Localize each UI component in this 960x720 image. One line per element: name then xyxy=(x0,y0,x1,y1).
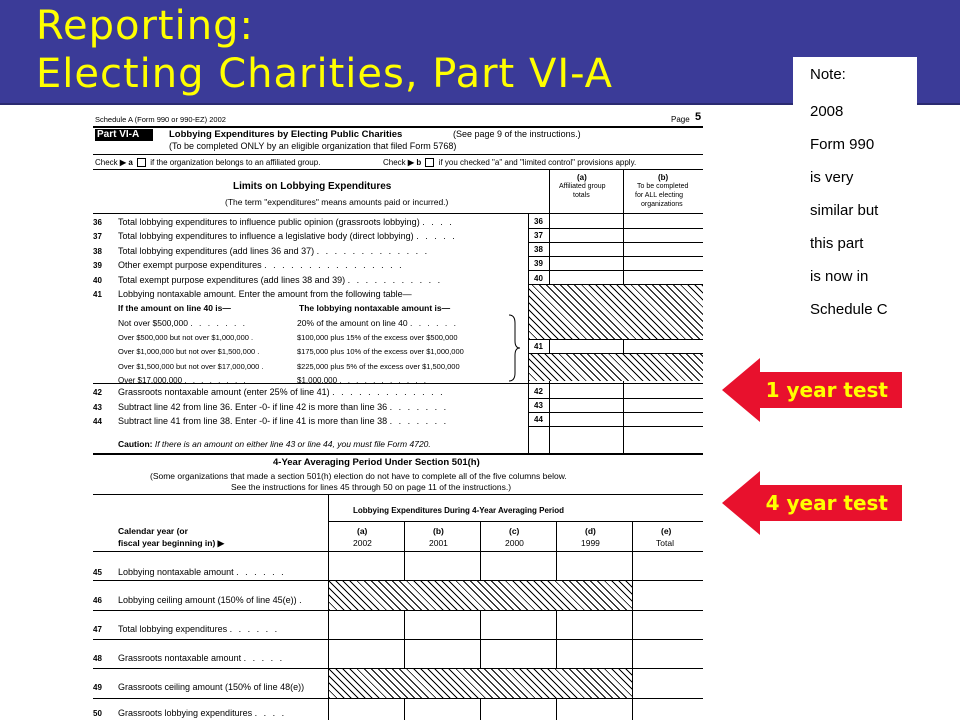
note-line: is now in xyxy=(810,268,869,285)
four-year-test-arrow xyxy=(722,471,902,535)
line-number: 45 xyxy=(93,568,102,577)
year-col-head: (c) xyxy=(509,526,520,536)
line-box-number: 41 xyxy=(534,342,543,351)
line-number: 47 xyxy=(93,625,102,634)
year-value: 2002 xyxy=(353,538,372,548)
check-label: Check xyxy=(95,158,118,167)
table-row-left: Over $1,000,000 but not over $1,500,000 . xyxy=(118,347,262,356)
limits-title: Limits on Lobbying Expenditures xyxy=(233,181,392,192)
part-title-note: (See page 9 of the instructions.) xyxy=(453,129,581,139)
limits-subtitle: (The term "expenditures" means amounts paid or incurred.) xyxy=(225,197,449,207)
year-col-head: (a) xyxy=(357,526,368,536)
table-row-right: $100,000 plus 15% of the excess over $500,000 xyxy=(297,333,458,342)
table-row-left: Over $1,500,000 but not over $17,000,000 . xyxy=(118,362,266,371)
year-col-head: (d) xyxy=(585,526,596,536)
table-row-left: Not over $500,000 . . . . . . . xyxy=(118,318,248,328)
line-number: 40 xyxy=(93,276,102,285)
year-value: 1999 xyxy=(581,538,600,548)
table-row-right: $1,000,000 . . . . . . . . . . . xyxy=(297,376,428,385)
lobbying-expenditures-head: Lobbying Expenditures During 4-Year Averaging Period xyxy=(353,506,564,515)
line-number: 49 xyxy=(93,683,102,692)
note-line: similar but xyxy=(810,202,879,219)
hatched-area xyxy=(529,285,703,339)
one-year-test-label: 1 year test xyxy=(765,378,888,402)
slide-title xyxy=(36,2,613,98)
line-number: 41 xyxy=(93,290,102,299)
averaging-subtitle-1: (Some organizations that made a section 501(h) election do not have to complete all of the five columns below. xyxy=(150,471,567,481)
part-label: Part VI-A xyxy=(95,129,153,141)
note-box xyxy=(793,57,917,359)
table-row-right: $225,000 plus 5% of the excess over $1,500,000 xyxy=(297,362,460,371)
line-42-text: Grassroots nontaxable amount (enter 25% of line 41) . . . . . . . . . . . . . xyxy=(118,387,445,397)
check-a-line: Check ▶ a if the organization belongs to an affiliated group. xyxy=(95,158,321,167)
schedule-a-form-image xyxy=(93,113,703,720)
check-a-text: if the organization belongs to an affiliated group. xyxy=(150,158,321,167)
one-year-test-arrow xyxy=(722,358,902,422)
note-line: Note: xyxy=(810,66,846,83)
line-44-text: Subtract line 41 from line 38. Enter -0- if line 41 is more than line 38 . . . . . . . xyxy=(118,416,449,426)
line-47-text: Total lobbying expenditures . . . . . . xyxy=(118,624,280,634)
year-value: Total xyxy=(656,538,674,548)
caution-line: Caution: If there is an amount on either line 43 or line 44, you must file Form 4720. xyxy=(118,439,431,449)
line-43-text: Subtract line 42 from line 36. Enter -0- if line 42 is more than line 36 . . . . . . . xyxy=(118,402,449,412)
hatched-area xyxy=(329,580,632,610)
slide-title-line-1: Reporting: xyxy=(36,3,254,49)
line-46-text: Lobbying ceiling amount (150% of line 45(e)) . xyxy=(118,595,304,605)
line-37-text: Total lobbying expenditures to influence a legislative body (direct lobbying) . . . . . xyxy=(118,231,457,241)
col-a-label-2: totals xyxy=(573,192,590,199)
col-b-label-3: organizations xyxy=(641,201,683,208)
year-col-head: (b) xyxy=(433,526,444,536)
line-number: 36 xyxy=(93,218,102,227)
line-number: 42 xyxy=(93,388,102,397)
line-number: 48 xyxy=(93,654,102,663)
line-39-text: Other exempt purpose expenditures . . . . . . . . . . . . . . . . xyxy=(118,260,404,270)
line-number: 44 xyxy=(93,417,102,426)
table-row-left: Over $17,000,000 . . . . . . . . xyxy=(118,376,248,385)
line-number: 50 xyxy=(93,709,102,718)
four-year-test-label: 4 year test xyxy=(765,491,888,515)
note-line: Schedule C xyxy=(810,301,888,318)
line-48-text: Grassroots nontaxable amount . . . . . xyxy=(118,653,285,663)
form-page-number: 5 xyxy=(695,111,702,123)
line-36-text: Total lobbying expenditures to influence public opinion (grassroots lobbying) . . . . xyxy=(118,217,454,227)
year-value: 2001 xyxy=(429,538,448,548)
line-box-number: 44 xyxy=(534,415,543,424)
line-box-number: 40 xyxy=(534,274,543,283)
calendar-year-label-1: Calendar year (or xyxy=(118,526,188,536)
note-line: this part xyxy=(810,235,864,252)
line-38-text: Total lobbying expenditures (add lines 36 and 37) . . . . . . . . . . . . . xyxy=(118,246,430,256)
slide-title-line-2: Electing Charities, Part VI-A xyxy=(36,51,614,97)
line-45-text: Lobbying nontaxable amount . . . . . . xyxy=(118,567,286,577)
form-header-left: Schedule A (Form 990 or 990-EZ) 2002 xyxy=(95,115,226,124)
table-row-left: Over $500,000 but not over $1,000,000 . xyxy=(118,333,256,342)
line-number: 43 xyxy=(93,403,102,412)
year-col-head: (e) xyxy=(661,526,672,536)
table-row-right: $175,000 plus 10% of the excess over $1,000,000 xyxy=(297,347,464,356)
brace-icon xyxy=(507,313,521,383)
line-box-number: 39 xyxy=(534,259,543,268)
form-header-right: Page xyxy=(671,115,690,124)
hatched-area xyxy=(529,353,703,381)
line-number: 46 xyxy=(93,596,102,605)
line-40-text: Total exempt purpose expenditures (add lines 38 and 39) . . . . . . . . . . . xyxy=(118,275,443,285)
line-box-number: 42 xyxy=(534,387,543,396)
check-b-letter: b xyxy=(416,158,422,167)
checkbox-a[interactable] xyxy=(137,158,146,167)
note-line: Form 990 xyxy=(810,136,875,153)
col-a-label-1: Affiliated group xyxy=(559,183,606,190)
averaging-title: 4-Year Averaging Period Under Section 501(h) xyxy=(273,457,480,468)
table-head-left: If the amount on line 40 is— xyxy=(118,303,231,313)
note-line: is very xyxy=(810,169,854,186)
year-value: 2000 xyxy=(505,538,524,548)
line-50-text: Grassroots lobbying expenditures . . . . xyxy=(118,708,287,718)
part-title: Lobbying Expenditures by Electing Public Charities xyxy=(169,129,403,140)
hatched-area xyxy=(329,668,632,698)
col-b-head: (b) xyxy=(658,173,669,182)
note-line: 2008 xyxy=(810,103,844,120)
averaging-subtitle-2: See the instructions for lines 45 through 50 on page 11 of the instructions.) xyxy=(231,482,512,492)
calendar-year-label-2: fiscal year beginning in) ▶ xyxy=(118,538,225,548)
col-b-label-2: for ALL electing xyxy=(635,192,683,199)
checkbox-b[interactable] xyxy=(425,158,434,167)
line-49-text: Grassroots ceiling amount (150% of line 48(e)) xyxy=(118,682,305,692)
check-label: Check xyxy=(383,158,406,167)
line-number: 37 xyxy=(93,232,102,241)
line-box-number: 36 xyxy=(534,217,543,226)
line-number: 39 xyxy=(93,261,102,270)
table-head-right: The lobbying nontaxable amount is— xyxy=(299,303,451,313)
col-a-head: (a) xyxy=(577,173,587,182)
check-a-letter: a xyxy=(128,158,133,167)
part-subtitle: (To be completed ONLY by an eligible organization that filed Form 5768) xyxy=(169,141,457,151)
check-b-line: Check ▶ b if you checked "a" and "limited control" provisions apply. xyxy=(383,158,637,167)
line-41-text: Lobbying nontaxable amount. Enter the amount from the following table— xyxy=(118,289,412,299)
col-b-label-1: To be completed xyxy=(637,183,689,190)
line-box-number: 43 xyxy=(534,401,543,410)
line-box-number: 38 xyxy=(534,245,543,254)
table-row-right: 20% of the amount on line 40 . . . . . . xyxy=(297,318,458,328)
line-box-number: 37 xyxy=(534,231,543,240)
check-b-text: if you checked "a" and "limited control" provisions apply. xyxy=(438,158,637,167)
line-number: 38 xyxy=(93,247,102,256)
